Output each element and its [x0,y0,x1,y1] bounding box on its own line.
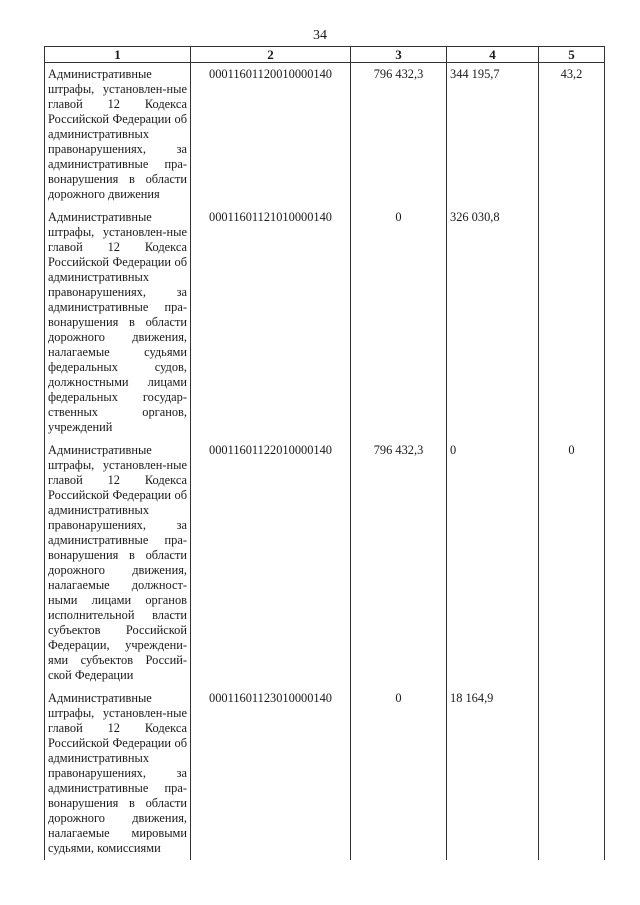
table-row [45,63,605,207]
page-number: 34 [313,28,327,43]
row-col4: 344 195,7 [447,63,539,207]
row-name-cell [45,439,191,687]
row-col5 [539,687,605,860]
row-col3: 0 [351,687,447,860]
row-col4: 18 164,9 [447,687,539,860]
row-col3: 0 [351,206,447,439]
row-col4: 326 030,8 [447,206,539,439]
row-col5: 0 [539,439,605,687]
row-code: 00011601123010000140 [191,687,351,860]
row-code: 00011601121010000140 [191,206,351,439]
row-name-cell [45,687,191,860]
table-row [45,206,605,439]
row-col4: 0 [447,439,539,687]
row-name: Административные штрафы, установлен-ные главой 12 Кодекса Российской Федерации об административных правонарушениях, за административные пра-вонарушения в области дорожного движения, налагаемые судьями федеральных судов, должностными лицами федеральных государ-ственных органов, учреждений [48,210,187,434]
row-name-cell [45,206,191,439]
table-header-row [45,47,605,63]
row-name: Административные штрафы, установлен-ные главой 12 Кодекса Российской Федерации об административных правонарушениях, за административные пра-вонарушения в области дорожного движения, налагаемые мировыми судьями, комиссиями [48,691,187,855]
header-col-2: 2 [191,47,351,63]
row-name: Административные штрафы, установлен-ные главой 12 Кодекса Российской Федерации об административных правонарушениях, за административные пра-вонарушения в области дорожного движения, налагаемые должност-ными лицами органов исполнительной власти субъектов Российской Федерации, учреждени-ями субъектов Россий-ской Федерации [48,443,187,682]
header-col-3: 3 [351,47,447,63]
table-row [45,687,605,860]
budget-table [44,46,605,860]
row-code: 00011601122010000140 [191,439,351,687]
row-code: 00011601120010000140 [191,63,351,207]
row-col5: 43,2 [539,63,605,207]
row-name-cell [45,63,191,207]
row-col3: 796 432,3 [351,63,447,207]
table-row [45,439,605,687]
row-name: Административные штрафы, установлен-ные главой 12 Кодекса Российской Федерации об административных правонарушениях, за административные пра-вонарушения в области дорожного движения [48,67,187,201]
header-col-5: 5 [539,47,605,63]
row-col3: 796 432,3 [351,439,447,687]
row-col5 [539,206,605,439]
header-col-1: 1 [45,47,191,63]
header-col-4: 4 [447,47,539,63]
